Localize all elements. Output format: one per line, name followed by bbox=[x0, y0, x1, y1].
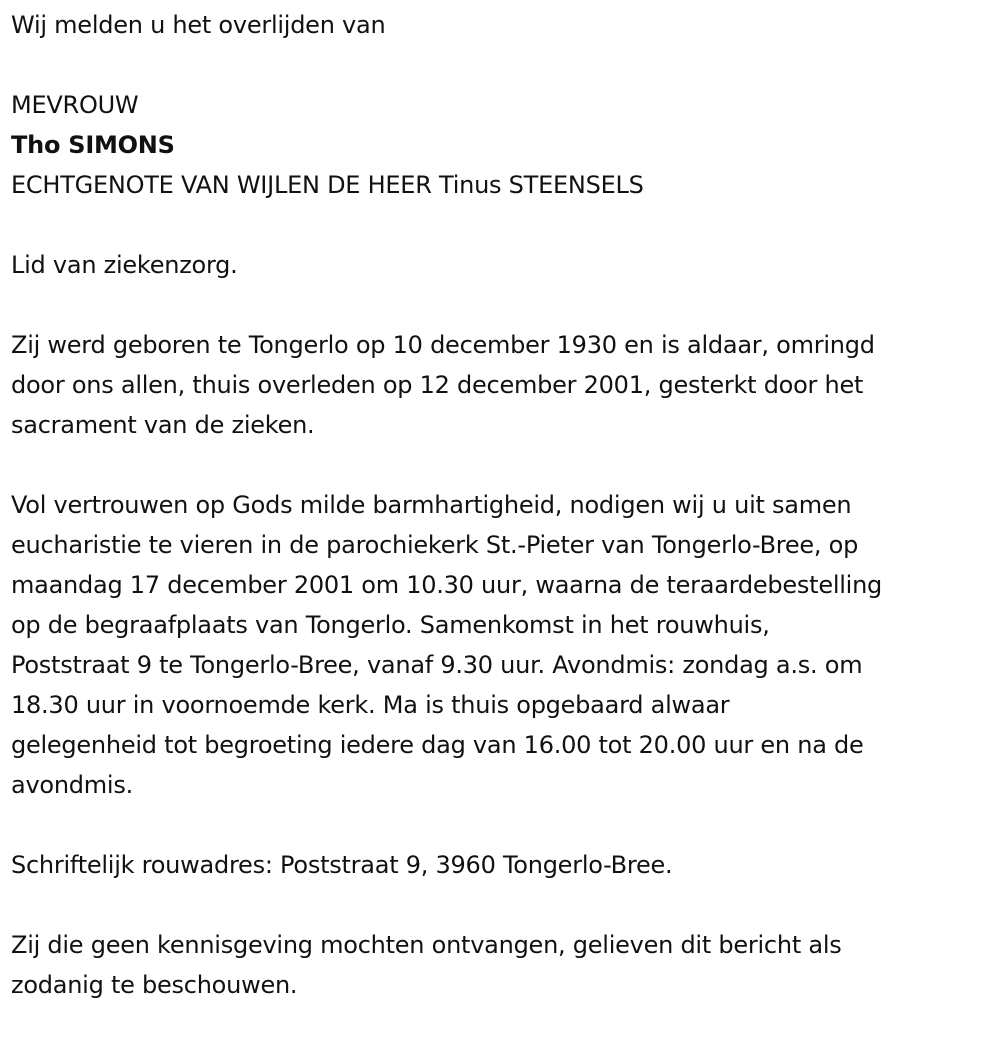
spacer bbox=[11, 45, 993, 85]
paragraph-line: Zij die geen kennisgeving mochten ontvangen, gelieven dit bericht als bbox=[11, 931, 842, 959]
ceremony-paragraph bbox=[11, 485, 993, 805]
obituary-document bbox=[11, 5, 993, 1005]
paragraph-line: avondmis. bbox=[11, 771, 133, 799]
paragraph-line: zodanig te beschouwen. bbox=[11, 971, 298, 999]
spacer bbox=[11, 445, 993, 485]
paragraph-line: maandag 17 december 2001 om 10.30 uur, waarna de teraardebestelling bbox=[11, 571, 883, 599]
spacer bbox=[11, 205, 993, 245]
paragraph-line: gelegenheid tot begroeting iedere dag van 16.00 tot 20.00 uur en na de bbox=[11, 731, 864, 759]
spouse-line: ECHTGENOTE VAN WIJLEN DE HEER Tinus STEENSELS bbox=[11, 171, 644, 199]
deceased-name: Tho SIMONS bbox=[11, 131, 175, 159]
membership-text: Lid van ziekenzorg. bbox=[11, 251, 238, 279]
spacer bbox=[11, 805, 993, 845]
intro-text: Wij melden u het overlijden van bbox=[11, 11, 386, 39]
paragraph-line: 18.30 uur in voornoemde kerk. Ma is thuis opgebaard alwaar bbox=[11, 691, 730, 719]
closing-paragraph bbox=[11, 925, 993, 1005]
paragraph-line: eucharistie te vieren in de parochiekerk St.-Pieter van Tongerlo-Bree, op bbox=[11, 531, 859, 559]
paragraph-line: Zij werd geboren te Tongerlo op 10 december 1930 en is aldaar, omringd bbox=[11, 331, 875, 359]
birth-death-paragraph bbox=[11, 325, 993, 445]
spacer bbox=[11, 885, 993, 925]
paragraph-line: op de begraafplaats van Tongerlo. Samenkomst in het rouwhuis, bbox=[11, 611, 770, 639]
paragraph-line: Vol vertrouwen op Gods milde barmhartigheid, nodigen wij u uit samen bbox=[11, 491, 852, 519]
mourning-address: Schriftelijk rouwadres: Poststraat 9, 3960 Tongerlo-Bree. bbox=[11, 851, 673, 879]
paragraph-line: Poststraat 9 te Tongerlo-Bree, vanaf 9.30 uur. Avondmis: zondag a.s. om bbox=[11, 651, 863, 679]
spacer bbox=[11, 285, 993, 325]
title-prefix: MEVROUW bbox=[11, 91, 139, 119]
paragraph-line: door ons allen, thuis overleden op 12 december 2001, gesterkt door het bbox=[11, 371, 864, 399]
paragraph-line: sacrament van de zieken. bbox=[11, 411, 315, 439]
